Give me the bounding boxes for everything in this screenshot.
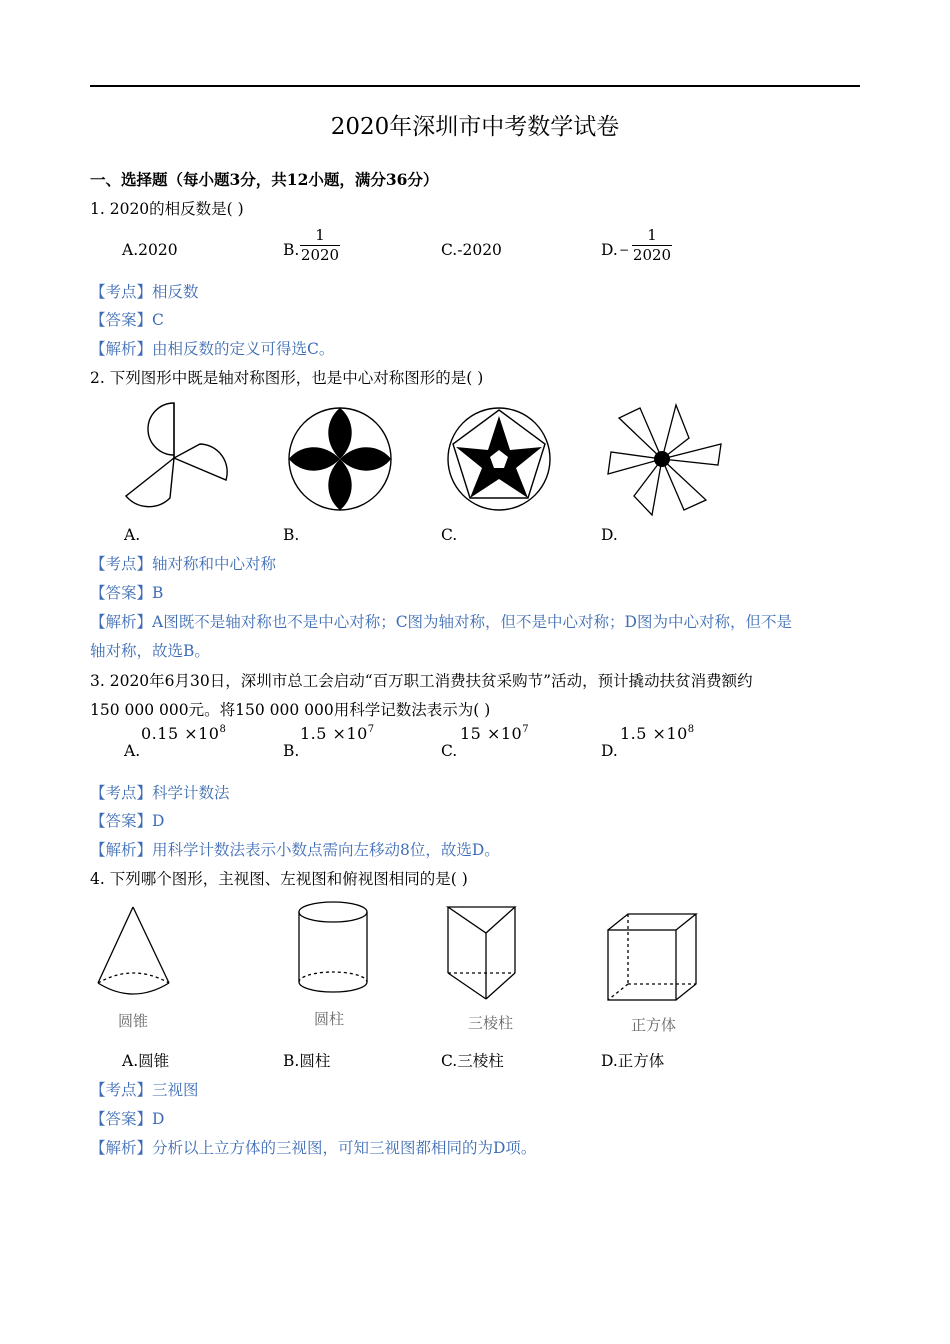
q1-option-d-numerator: 1 [647, 226, 657, 244]
q3-option-d-label: D. [601, 742, 618, 760]
q4-option-c: C.三棱柱 [441, 1052, 504, 1070]
q1-option-d-label: D. [601, 241, 618, 259]
q3-kaodian: 【考点】科学计数法 [90, 784, 230, 802]
q2-figure-c [446, 406, 552, 512]
q4-cylinder-caption: 圆柱 [314, 1010, 345, 1028]
q1-explanation: 【解析】由相反数的定义可得选C。 [90, 340, 335, 358]
q2-figure-a [118, 398, 238, 508]
q3-option-d-value [620, 724, 695, 743]
q2-explanation-line2: 轴对称，故选B。 [90, 642, 210, 660]
q2-option-b: B. [283, 526, 300, 544]
q2-option-c: C. [441, 526, 458, 544]
q3-option-c-value [460, 724, 529, 743]
q4-prism-caption: 三棱柱 [468, 1014, 514, 1032]
q1-option-b-label: B. [283, 241, 300, 259]
q1-option-a: A.2020 [122, 241, 178, 259]
q2-answer: 【答案】B [90, 584, 164, 602]
q2-figure-d [604, 400, 724, 518]
q4-cylinder-figure [296, 900, 370, 1000]
q2-stem: 2. 下列图形中既是轴对称图形，也是中心对称图形的是( ) [90, 369, 484, 387]
q3-option-a-base: 0.15 ×10 [141, 724, 220, 743]
q4-stem: 4. 下列哪个图形，主视图、左视图和俯视图相同的是( ) [90, 870, 468, 888]
q4-option-a: A.圆锥 [122, 1052, 170, 1070]
q4-cone-figure [95, 905, 175, 1000]
q3-explanation: 【解析】用科学计数法表示小数点需向左移动8位，故选D。 [90, 841, 500, 859]
q3-option-a-exp: 8 [219, 724, 227, 735]
q3-option-a-value [141, 724, 226, 743]
q1-option-d-denominator: 2020 [632, 246, 672, 264]
q2-option-d: D. [601, 526, 618, 544]
q1-option-b-fraction [300, 227, 340, 264]
q4-cube-figure [604, 912, 700, 1004]
q2-kaodian: 【考点】轴对称和中心对称 [90, 555, 277, 573]
q4-explanation: 【解析】分析以上立方体的三视图，可知三视图都相同的为D项。 [90, 1139, 537, 1157]
q3-option-b-base: 1.5 ×10 [300, 724, 368, 743]
q4-cube-caption: 正方体 [631, 1016, 677, 1034]
section-heading: 一、选择题（每小题3分，共12小题，满分36分） [90, 170, 439, 189]
q1-stem: 1. 2020的相反数是( ) [90, 200, 244, 218]
q1-answer: 【答案】C [90, 311, 164, 329]
q4-prism-figure [444, 905, 520, 1003]
q1-kaodian: 【考点】相反数 [90, 283, 199, 301]
blade-arc [148, 403, 174, 458]
q1-option-b-numerator: 1 [315, 226, 325, 244]
q3-option-b-label: B. [283, 742, 300, 760]
q3-stem-line1: 3. 2020年6月30日，深圳市总工会启动“百万职工消费扶贫采购节”活动，预计撬动扶贫消费额约 [90, 672, 753, 690]
q3-option-d-exp: 8 [687, 724, 695, 735]
q2-explanation-line1: 【解析】A图既不是轴对称也不是中心对称；C图为轴对称，但不是中心对称；D图为中心对称，但不是 [90, 613, 792, 631]
q1-option-d-sign: − [619, 243, 630, 257]
header-rule [90, 85, 860, 87]
q3-stem-line2: 150 000 000元。将150 000 000用科学记数法表示为( ) [90, 701, 491, 719]
q3-option-c-label: C. [441, 742, 458, 760]
q3-answer: 【答案】D [90, 812, 165, 830]
page-title: 2020年深圳市中考数学试卷 [330, 114, 620, 140]
q3-option-c-exp: 7 [522, 724, 530, 735]
q3-option-d-base: 1.5 ×10 [620, 724, 688, 743]
q1-option-c: C.-2020 [441, 241, 502, 259]
q3-option-b-exp: 7 [367, 724, 375, 735]
q2-figure-b [287, 406, 393, 512]
q4-option-b: B.圆柱 [283, 1052, 331, 1070]
q2-option-a: A. [124, 526, 141, 544]
q4-option-d: D.正方体 [601, 1052, 665, 1070]
q4-answer: 【答案】D [90, 1110, 165, 1128]
q3-option-a-label: A. [124, 742, 141, 760]
q3-option-b-value [300, 724, 375, 743]
q4-cone-caption: 圆锥 [118, 1012, 149, 1030]
q4-kaodian: 【考点】三视图 [90, 1081, 199, 1099]
q1-option-b-denominator: 2020 [300, 246, 340, 264]
q1-option-d-fraction [632, 227, 672, 264]
q3-option-c-base: 15 ×10 [460, 724, 523, 743]
